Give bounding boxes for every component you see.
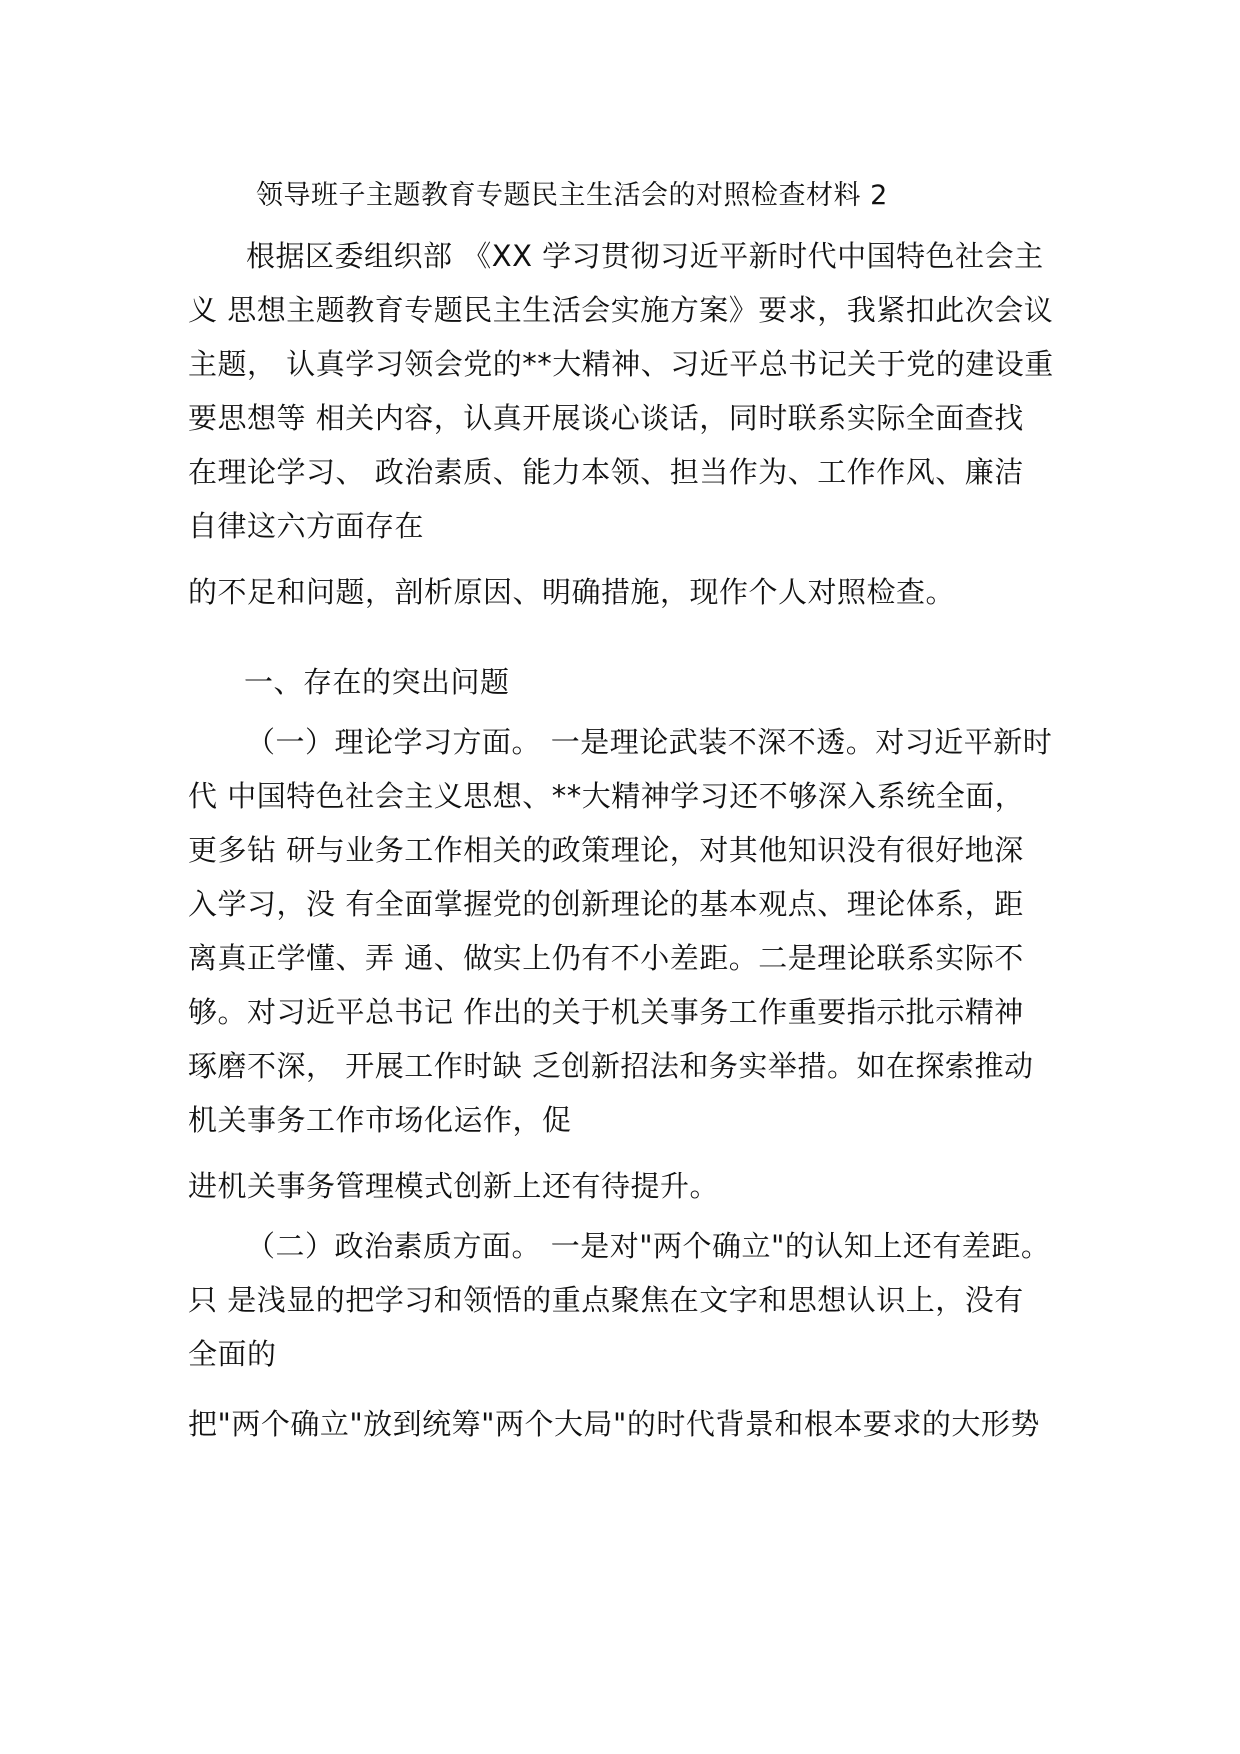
section-heading: 一、存在的突出问题	[244, 665, 510, 699]
paragraph-line: 的不足和问题，剖析原因、明确措施，现作个人对照检查。	[188, 575, 956, 609]
paragraph-line: 义 思想主题教育专题民主生活会实施方案》要求，我紧扣此次会议	[188, 293, 1054, 327]
paragraph-line: 自律这六方面存在	[188, 509, 425, 543]
paragraph-line: （一）理论学习方面。 一是理论武装不深不透。对习近平新时	[246, 725, 1053, 759]
paragraph-line: 把"两个确立"放到统筹"两个大局"的时代背景和根本要求的大形势	[188, 1407, 1040, 1441]
paragraph-line: 入学习，没 有全面掌握党的创新理论的基本观点、理论体系，距	[188, 887, 1024, 921]
paragraph-line: （二）政治素质方面。 一是对"两个确立"的认知上还有差距。	[246, 1229, 1051, 1263]
paragraph-line: 够。对习近平总书记 作出的关于机关事务工作重要指示批示精神	[188, 995, 1024, 1029]
paragraph-line: 更多钻 研与业务工作相关的政策理论，对其他知识没有很好地深	[188, 833, 1024, 867]
paragraph-line: 在理论学习、 政治素质、能力本领、担当作为、工作作风、廉洁	[188, 455, 1024, 489]
paragraph-line: 进机关事务管理模式创新上还有待提升。	[188, 1169, 720, 1203]
paragraph-line: 根据区委组织部 《XX 学习贯彻习近平新时代中国特色社会主	[246, 239, 1044, 273]
paragraph-line: 全面的	[188, 1337, 277, 1371]
paragraph-line: 主题， 认真学习领会党的**大精神、习近平总书记关于党的建设重	[188, 347, 1054, 381]
document-title: 领导班子主题教育专题民主生活会的对照检查材料 2	[256, 180, 888, 211]
paragraph-line: 离真正学懂、弄 通、做实上仍有不小差距。二是理论联系实际不	[188, 941, 1024, 975]
paragraph-line: 要思想等 相关内容，认真开展谈心谈话，同时联系实际全面查找	[188, 401, 1024, 435]
paragraph-line: 机关事务工作市场化运作，促	[188, 1103, 572, 1137]
paragraph-line: 只 是浅显的把学习和领悟的重点聚焦在文字和思想认识上，没有	[188, 1283, 1024, 1317]
paragraph-line: 琢磨不深， 开展工作时缺 乏创新招法和务实举措。如在探索推动	[188, 1049, 1034, 1083]
paragraph-line: 代 中国特色社会主义思想、**大精神学习还不够深入系统全面，	[188, 779, 1025, 813]
